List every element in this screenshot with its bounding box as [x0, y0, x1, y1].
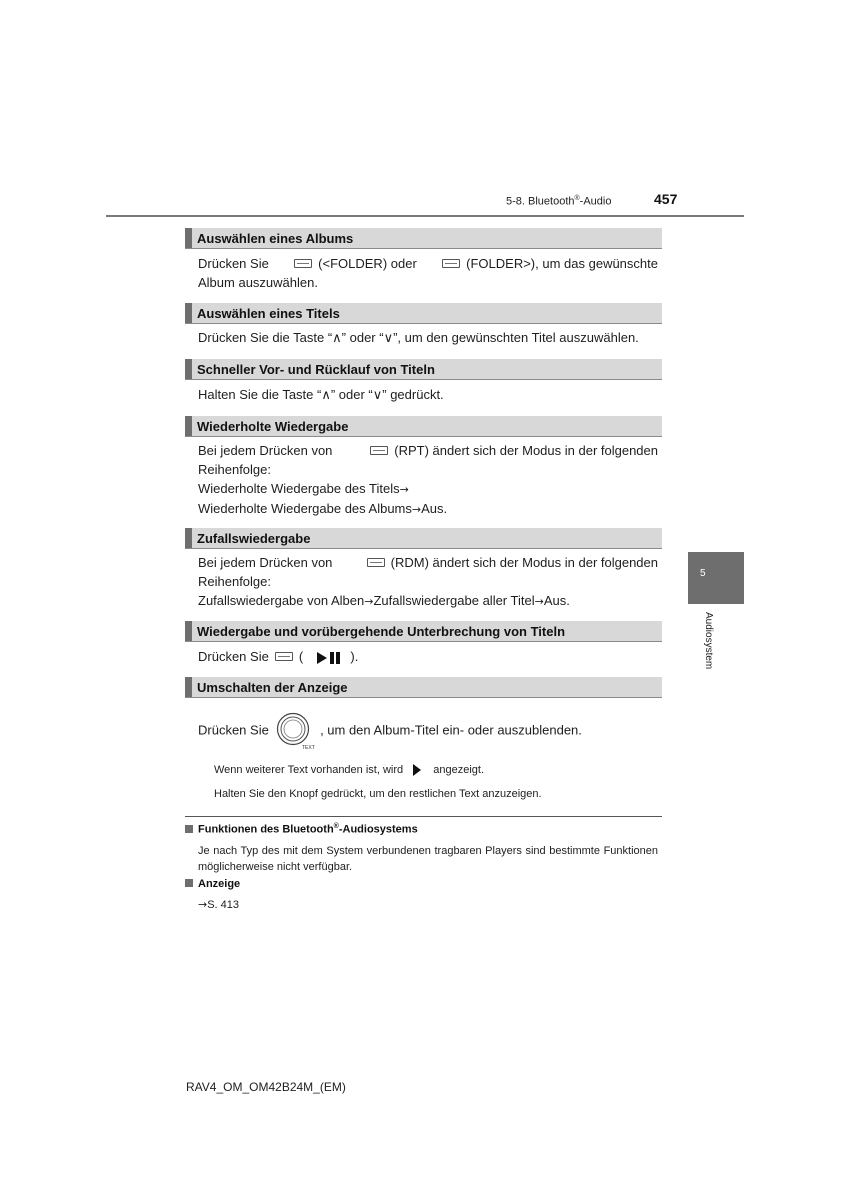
body-text: ( [298, 649, 304, 664]
rdm-button-icon [367, 558, 385, 567]
page-reference: S. 413 [207, 899, 240, 911]
body-text: (RPT) ändert sich der Modus in der folgenden [394, 443, 658, 458]
section-title: Auswählen eines Albums [197, 231, 354, 246]
section-heading-track [185, 303, 662, 324]
body-text: Drücken Sie [198, 722, 269, 738]
section-title: Zufallswiedergabe [197, 531, 311, 546]
arrow-icon: → [198, 898, 208, 911]
body-text: Wiederholte Wiedergabe des Titels [198, 481, 400, 496]
body-text: Bei jedem Drücken von [198, 443, 333, 458]
square-bullet-icon [185, 825, 193, 833]
section-title: Wiederholte Wiedergabe [197, 419, 349, 434]
page-number: 457 [654, 191, 678, 207]
chapter-label: Audiosystem [703, 612, 714, 670]
section-heading-seek [185, 359, 662, 380]
section-heading-display [185, 677, 662, 698]
display-note-1 [214, 763, 484, 777]
section-body-repeat [198, 441, 658, 519]
body-text: Album auszuwählen. [198, 275, 318, 290]
body-text: Drücken Sie die Taste “∧” oder “∨”, um den gewünschten Titel auszuwählen. [198, 330, 639, 345]
body-text: ). [350, 649, 359, 664]
heading-marker [185, 228, 192, 248]
page-reference-link[interactable] [198, 897, 658, 913]
section-body-playpause [198, 647, 658, 666]
body-text: (FOLDER>), um das gewünschte [466, 256, 658, 271]
heading-marker [185, 528, 192, 548]
body-text: Reihenfolge: [198, 574, 271, 589]
note-heading-display: Anzeige [185, 878, 240, 890]
square-bullet-icon [185, 879, 193, 887]
more-text-arrow-icon [410, 763, 424, 777]
body-text: Reihenfolge: [198, 462, 271, 477]
section-body-album [198, 254, 658, 292]
note-text-functions: Je nach Typ des mit dem System verbundenen tragbaren Players sind bestimmte Funktionen möglicherweise nicht verfügbar. [198, 845, 658, 873]
body-text: Drücken Sie [198, 649, 269, 664]
folder-down-button-icon [294, 259, 312, 268]
heading-marker [185, 621, 192, 641]
section-title: Umschalten der Anzeige [197, 680, 348, 695]
section-body-display [198, 712, 658, 750]
section-title: Wiedergabe und vorübergehende Unterbrechung von Titeln [197, 624, 566, 639]
heading-marker [185, 359, 192, 379]
section-title: Schneller Vor- und Rücklauf von Titeln [197, 362, 435, 377]
header-section-title: 5-8. Bluetooth®-Audio [506, 195, 612, 208]
note-text: Wenn weiterer Text vorhanden ist, wird [214, 763, 404, 776]
section-heading-playpause [185, 621, 662, 642]
heading-marker [185, 303, 192, 323]
section-heading-repeat [185, 416, 662, 437]
heading-marker [185, 677, 192, 697]
arrow-icon: → [411, 503, 422, 516]
body-text: Wiederholte Wiedergabe des Albums [198, 501, 412, 516]
header-rule [106, 215, 744, 217]
arrow-icon: → [364, 595, 374, 608]
arrow-icon: → [534, 595, 544, 608]
notes-divider [185, 816, 662, 817]
play-pause-icon [315, 650, 343, 666]
heading-marker [185, 416, 192, 436]
chapter-number: 5 [700, 568, 706, 579]
section-heading-shuffle [185, 528, 662, 549]
section-heading-album [185, 228, 662, 249]
text-knob-icon [276, 712, 316, 751]
document-code: RAV4_OM_OM42B24M_(EM) [186, 1080, 346, 1094]
body-text: Drücken Sie [198, 256, 269, 271]
body-text: , um den Album-Titel ein- oder auszublenden. [320, 722, 582, 738]
display-note-2: Halten Sie den Knopf gedrückt, um den restlichen Text anzuzeigen. [214, 788, 542, 800]
note-heading-functions: Funktionen des Bluetooth®-Audiosystems [185, 823, 418, 836]
knob-label: TEXT [302, 745, 316, 751]
chapter-tab [688, 552, 744, 604]
body-text: Aus. [543, 593, 570, 608]
play-pause-button-icon [275, 652, 293, 661]
folder-up-button-icon [442, 259, 460, 268]
body-text: (<FOLDER) oder [318, 256, 417, 271]
rpt-button-icon [370, 446, 388, 455]
body-text: Zufallswiedergabe aller Titel [373, 593, 535, 608]
section-body-shuffle [198, 553, 658, 611]
body-text: Halten Sie die Taste “∧” oder “∨” gedrückt. [198, 387, 444, 402]
arrow-icon: → [399, 483, 409, 496]
body-text: Aus. [421, 501, 448, 516]
section-title: Auswählen eines Titels [197, 306, 340, 321]
body-text: (RDM) ändert sich der Modus in der folgenden [390, 555, 658, 570]
body-text: Zufallswiedergabe von Alben [198, 593, 365, 608]
body-text: Bei jedem Drücken von [198, 555, 333, 570]
note-text: angezeigt. [433, 763, 485, 776]
